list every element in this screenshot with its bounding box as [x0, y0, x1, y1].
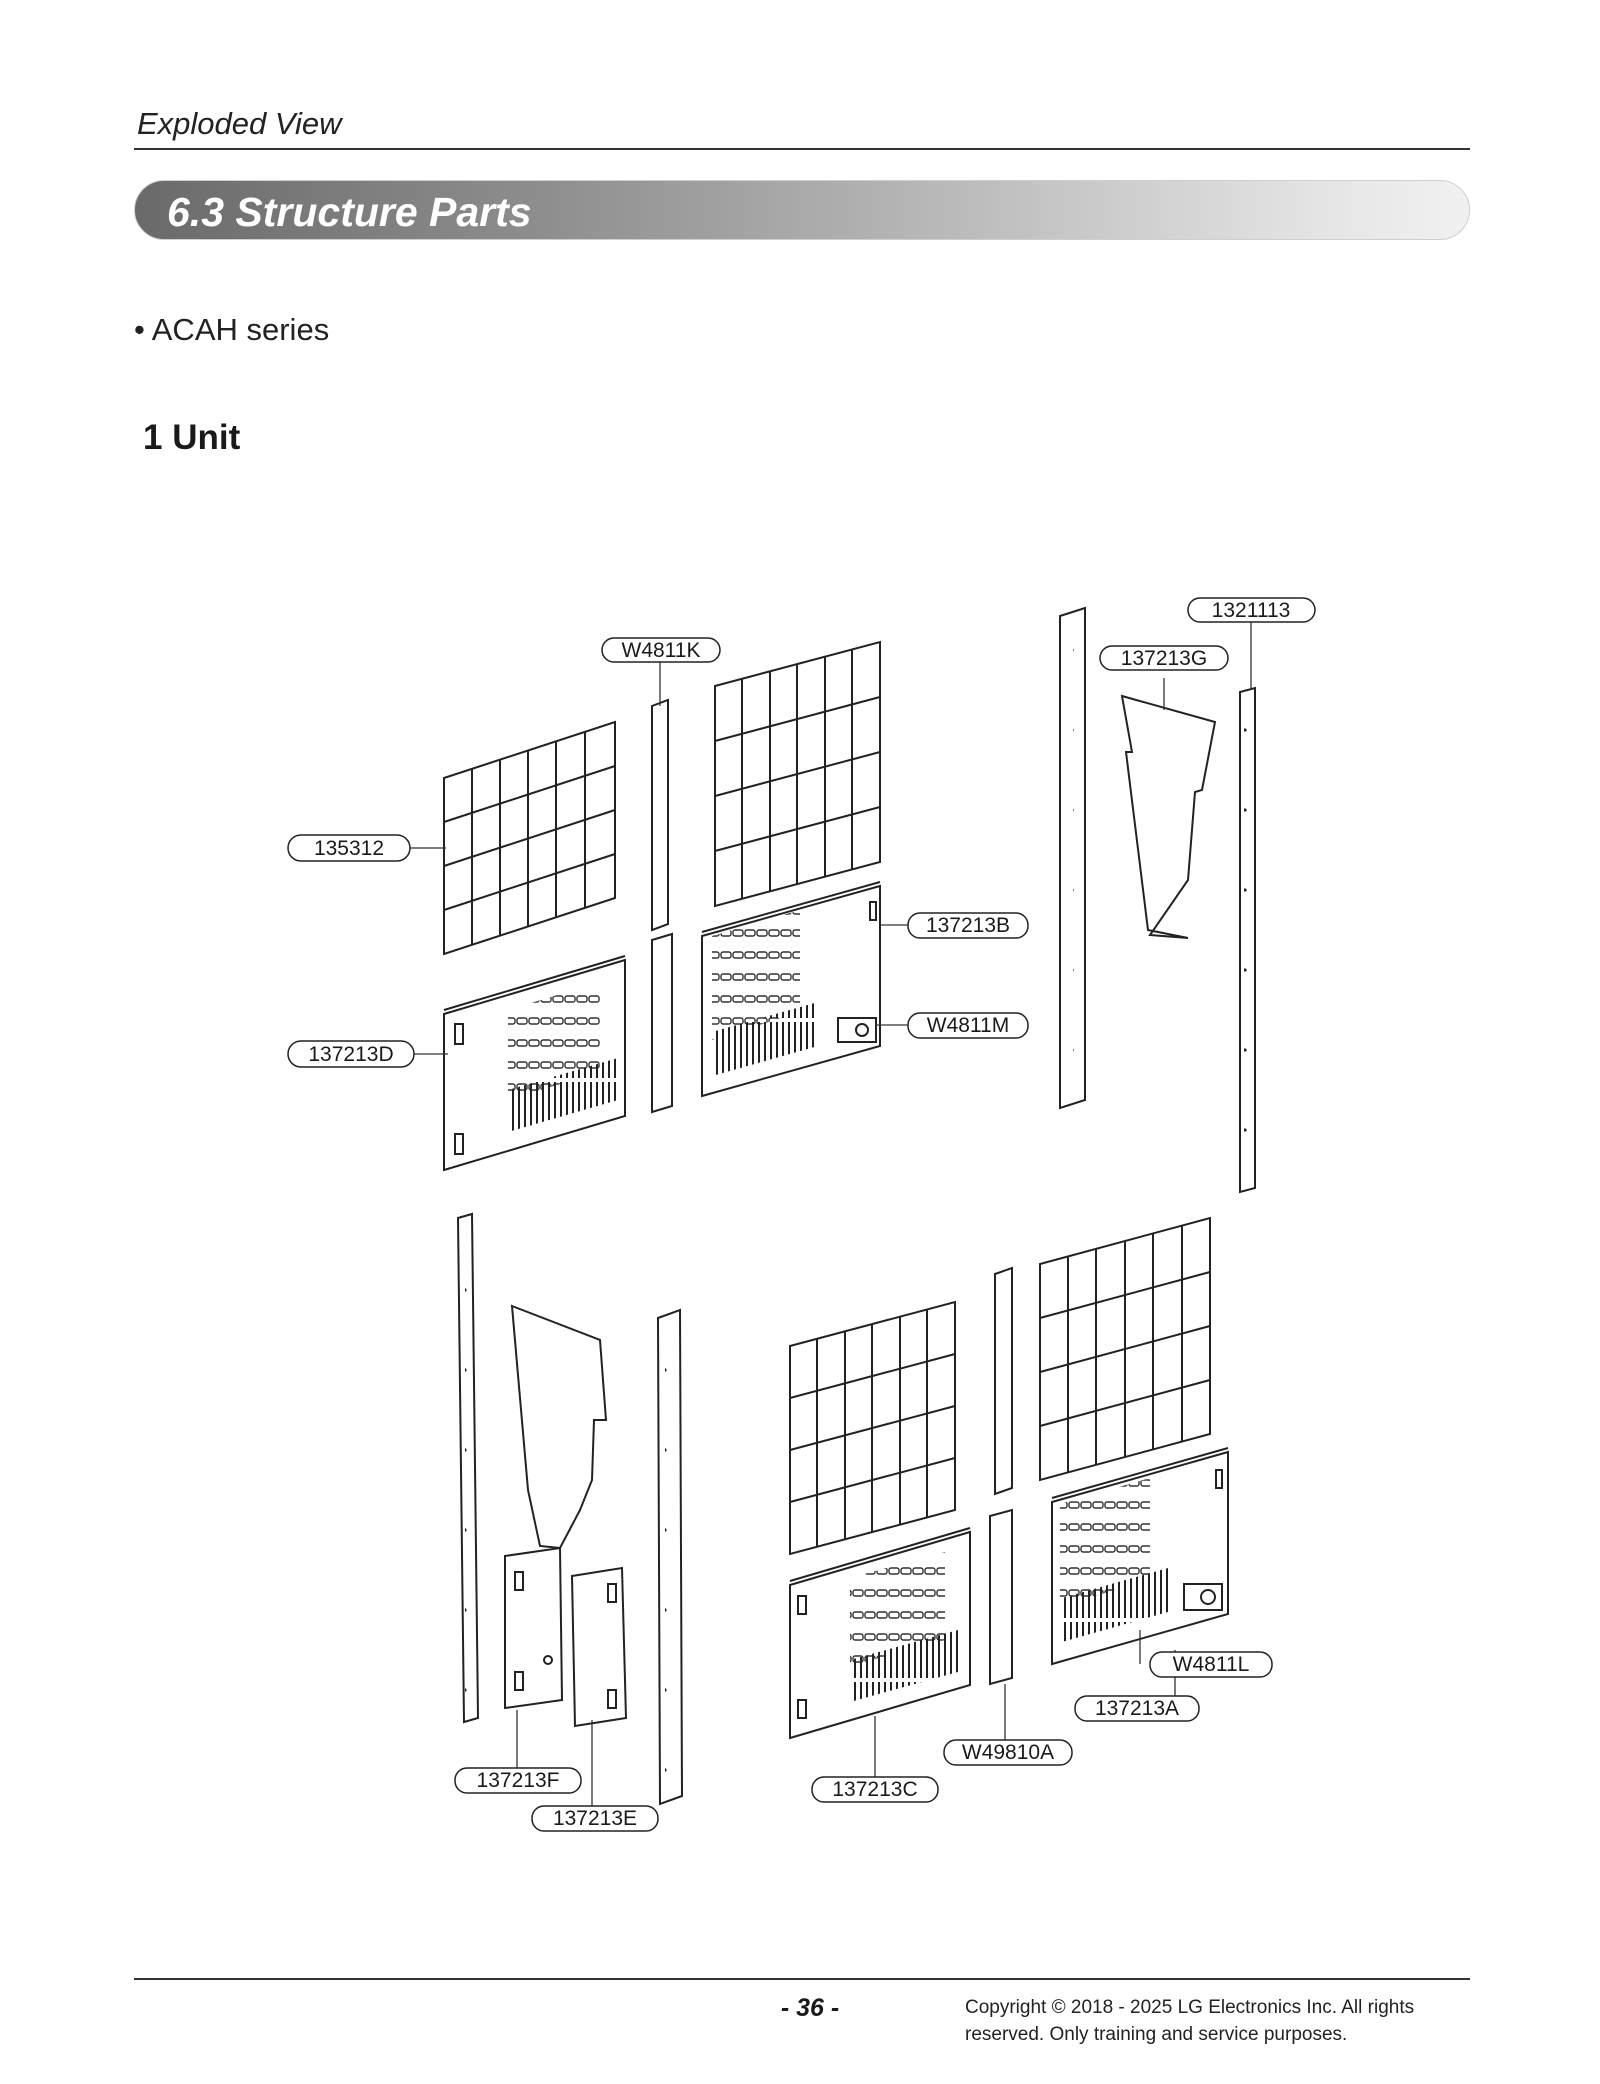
header-label: Exploded View	[137, 106, 342, 141]
callout-w4811m	[908, 1013, 1028, 1038]
post-part	[658, 1310, 682, 1804]
leader-lines	[410, 622, 1251, 1818]
panel-part	[790, 1528, 970, 1738]
callout-label: 137213B	[925, 914, 1011, 937]
callout-label: W4811M	[926, 1014, 1010, 1037]
copyright-line: reserved. Only training and service purposes.	[965, 2024, 1348, 2045]
callout-label: 137213G	[1120, 647, 1208, 670]
callout-label: 137213F	[476, 1769, 560, 1792]
copyright-notice	[965, 1994, 1465, 2048]
grille-part	[1040, 1218, 1210, 1480]
copyright-line: Copyright © 2018 - 2025 LG Electronics Inc. All rights	[965, 1997, 1415, 2018]
bracket-part	[505, 1548, 626, 1726]
callout-137213g	[1100, 646, 1228, 670]
section-title: 6.3 Structure Parts	[167, 189, 532, 235]
post-part	[652, 700, 672, 1112]
callout-137213a	[1075, 1696, 1199, 1721]
unit-title: 1 Unit	[143, 418, 241, 457]
callout-w49810a	[944, 1740, 1072, 1765]
callout-w4811k	[602, 638, 720, 662]
divider-part	[1122, 696, 1215, 938]
post-part	[458, 1214, 478, 1722]
panel-part	[702, 882, 880, 1096]
callout-137213b	[908, 913, 1028, 938]
callout-137213f	[455, 1768, 581, 1793]
callout-label: W4811K	[621, 639, 701, 662]
callout-137213e	[532, 1806, 658, 1831]
divider-part	[512, 1306, 606, 1548]
grille-part	[444, 722, 615, 954]
page-number: - 36 -	[780, 1994, 840, 2022]
post-part	[990, 1268, 1012, 1684]
grille-part	[790, 1302, 955, 1554]
series-label: • ACAH series	[134, 312, 330, 347]
callout-w4811l	[1150, 1652, 1272, 1677]
footer-divider	[134, 1978, 1470, 1980]
callout-label: 137213A	[1094, 1697, 1180, 1720]
callout-label: 1321113	[1211, 599, 1291, 622]
callout-137213c	[812, 1777, 938, 1802]
callout-137213d	[288, 1041, 414, 1067]
callout-label: W4811L	[1172, 1653, 1250, 1676]
callout-135312	[288, 835, 410, 861]
callout-label: 137213D	[308, 1043, 394, 1066]
panel-part	[444, 956, 625, 1170]
callout-label: W49810A	[961, 1741, 1055, 1764]
grille-part	[715, 642, 880, 906]
callout-label: 137213C	[832, 1778, 918, 1801]
post-part	[1240, 688, 1255, 1192]
callout-1321113	[1188, 598, 1315, 622]
callout-label: 137213E	[552, 1807, 638, 1830]
post-part	[1060, 608, 1085, 1108]
callout-label: 135312	[313, 837, 385, 860]
